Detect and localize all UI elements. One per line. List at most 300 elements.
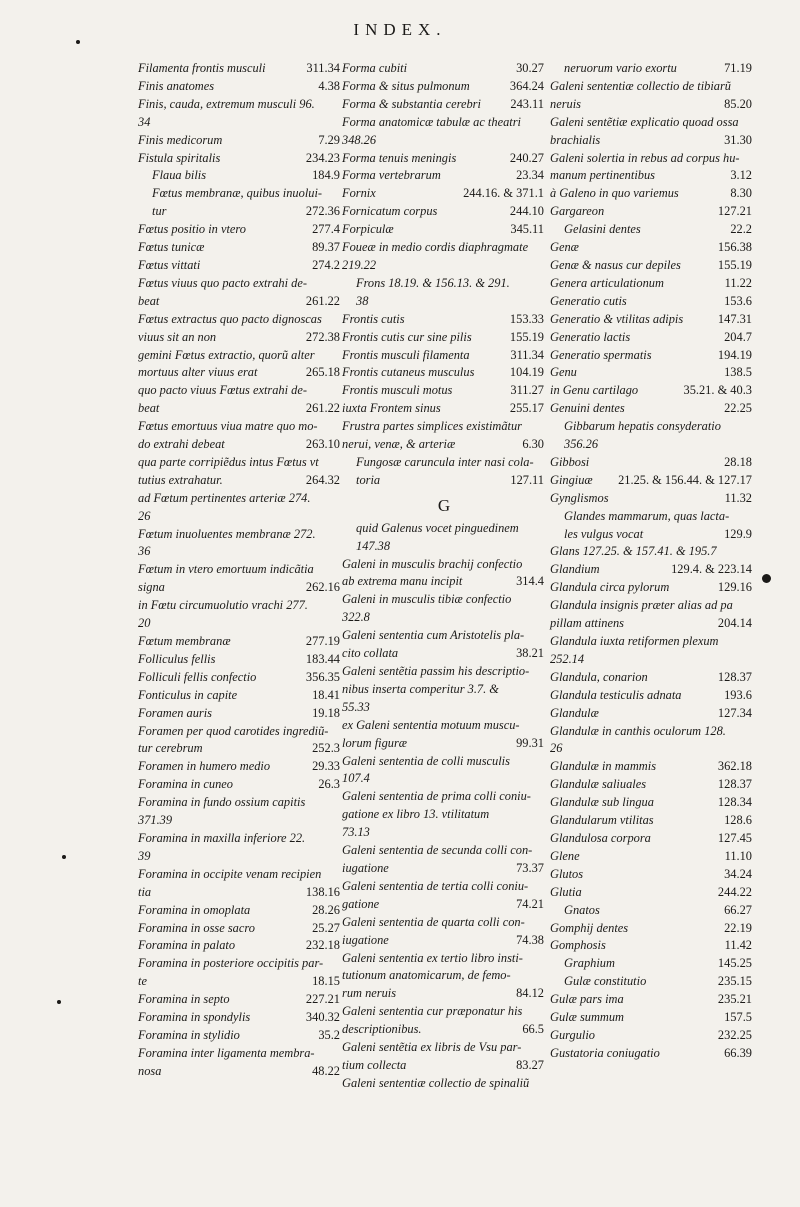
entry-term: Galeni sentẽtiæ explicatio quoad ossa brachialis (550, 114, 739, 147)
entry-page-ref: 129.16 (717, 580, 752, 595)
entry-term: Foramina in spondylis (138, 1010, 251, 1025)
index-entry (138, 150, 342, 168)
entry-page-ref: 34.24 (724, 866, 752, 881)
entry-page-ref: 138.5 (724, 365, 752, 380)
entry-page-ref: 104.19 (509, 365, 544, 380)
entry-term: Generatio cutis (550, 293, 627, 308)
index-entry (138, 758, 342, 776)
entry-term: quo pacto viuus Fœtus extrahi de- beat (138, 383, 307, 416)
entry-term: Graphium (564, 956, 615, 971)
entry-term: Gulæ constitutio (564, 974, 647, 989)
index-entry (342, 185, 546, 203)
entry-page-ref: 265.18 (305, 365, 340, 380)
entry-page-ref: 28.26 (312, 902, 340, 917)
entry-term: Galeni sententia de quarta colli con- iugatione (342, 914, 525, 947)
index-entry (342, 454, 546, 490)
entry-term: Gibbarum hepatis consyderatio 356.26 (564, 419, 721, 452)
index-entry (138, 382, 342, 418)
index-entry (550, 669, 754, 687)
entry-term: Gynglismos (550, 490, 609, 505)
entry-term: Fœtus viuus quo pacto extrahi de- beat (138, 275, 307, 308)
entry-term: Fornicatum corpus (342, 204, 438, 219)
entry-term: Glandula iuxta retiformen plexum 252.14 (550, 634, 719, 666)
index-entry (138, 687, 342, 705)
entry-page-ref: 4.38 (318, 78, 340, 93)
index-entry (550, 776, 754, 794)
index-entry (138, 597, 342, 633)
entry-page-ref: 19.18 (312, 705, 340, 720)
index-entry (550, 1027, 754, 1045)
index-entry (550, 902, 754, 920)
entry-page-ref: 311.34 (510, 347, 544, 362)
ink-spot (57, 1000, 61, 1004)
entry-page-ref: 84.12 (516, 986, 544, 1001)
entry-term: Genu (550, 365, 577, 380)
entry-term: Glandulæ in canthis oculorum 128. 26 (550, 723, 726, 756)
entry-term: ex Galeni sententia motuum muscu- lorum figuræ (342, 717, 520, 750)
entry-page-ref: 193.6 (724, 687, 752, 702)
index-entry (550, 454, 754, 472)
entry-page-ref: 262.16 (305, 580, 340, 595)
entry-term: Fœtus emortuus viua matre quo mo- do extrahi debeat (138, 419, 318, 452)
entry-term: Glans 127.25. & 157.41. & 195.7 (550, 544, 717, 559)
index-entry (138, 311, 342, 347)
entry-term: quid Galenus vocet pinguedinem 147.38 (356, 520, 519, 553)
entry-page-ref: 127.11 (510, 472, 544, 487)
index-entry (550, 955, 754, 973)
entry-page-ref: 129.4. & 223.14 (671, 562, 752, 577)
entry-term: Forma & substantia cerebri (342, 96, 481, 111)
entry-page-ref: 66.39 (724, 1045, 752, 1060)
entry-term: Glandulæ sub lingua (550, 795, 654, 810)
entry-term: Genæ (550, 240, 579, 255)
entry-page-ref: 35.2 (318, 1027, 340, 1042)
index-entry (138, 991, 342, 1009)
entry-page-ref: 153.6 (724, 293, 752, 308)
entry-term: Foramina in septo (138, 992, 230, 1007)
entry-page-ref: 204.7 (724, 329, 752, 344)
entry-page-ref: 240.27 (509, 150, 544, 165)
index-entry (550, 794, 754, 812)
index-entry (342, 221, 546, 239)
index-entry (550, 812, 754, 830)
entry-term: Gulæ summum (550, 1010, 625, 1025)
entry-page-ref: 8.30 (730, 186, 752, 201)
entry-page-ref: 128.37 (717, 669, 752, 684)
entry-term: Gelasini dentes (564, 222, 641, 237)
index-entry (550, 830, 754, 848)
entry-term: Foramen auris (138, 705, 212, 720)
entry-page-ref: 74.21 (516, 896, 544, 911)
entry-page-ref: 66.5 (522, 1022, 544, 1037)
entry-page-ref: 127.21 (717, 204, 752, 219)
index-entry (342, 364, 546, 382)
entry-term: neruorum vario exortu (564, 61, 677, 75)
entry-page-ref: 261.22 (305, 401, 340, 416)
entry-term: Glene (550, 848, 580, 863)
entry-term: Forma vertebrarum (342, 168, 441, 183)
entry-term: Generatio lactis (550, 329, 631, 344)
entry-term: Galeni sententiæ collectio de spinaliũ (342, 1075, 530, 1090)
entry-term: Foramina in posteriore occipitis par- te (138, 956, 324, 989)
entry-page-ref: 345.11 (510, 222, 544, 237)
entry-term: Glandes mammarum, quas lacta- les vulgus vocat (564, 508, 730, 541)
entry-term: Fœtus membranæ, quibus inuolui- tur (152, 186, 323, 219)
entry-page-ref: 73.37 (516, 860, 544, 875)
index-entry (550, 633, 754, 669)
entry-term: Forma & situs pulmonum (342, 78, 470, 93)
entry-term: Finis, cauda, extremum musculi 96. 34 (138, 96, 315, 129)
index-entry (550, 579, 754, 597)
entry-page-ref: 235.15 (717, 974, 752, 989)
index-entry (342, 167, 546, 185)
index-entry (138, 221, 342, 239)
entry-term: Fœtus positio in vtero (138, 222, 246, 237)
entry-term: Fœtus vittati (138, 257, 201, 272)
entry-term: Folliculus fellis (138, 651, 216, 666)
ink-spot (762, 574, 771, 583)
entry-page-ref: 71.19 (724, 61, 752, 75)
entry-page-ref: 138.16 (305, 884, 340, 899)
entry-term: Galeni sententia cur præponatur his descriptionibus. (342, 1004, 523, 1037)
entry-term: Gustatoria coniugatio (550, 1045, 660, 1060)
entry-page-ref: 28.18 (724, 454, 752, 469)
entry-term: Frontis cutaneus musculus (342, 365, 475, 380)
entry-term: Galeni sententia de colli musculis 107.4 (342, 753, 510, 786)
index-entry (342, 1003, 546, 1039)
entry-term: Galeni in musculis brachij confectio ab extrema manu incipit (342, 556, 523, 589)
index-entry (138, 490, 342, 526)
index-column-2 (342, 60, 546, 1093)
entry-page-ref: 30.27 (516, 61, 544, 75)
entry-page-ref: 128.6 (724, 813, 752, 828)
index-entry (550, 60, 754, 78)
entry-term: Fungosæ caruncula inter nasi cola- toria (356, 454, 534, 487)
index-entry (138, 723, 342, 759)
index-entry (550, 239, 754, 257)
entry-term: Fornix (342, 186, 376, 201)
entry-term: Genæ & nasus cur depiles (550, 257, 681, 272)
index-entry (342, 347, 546, 365)
entry-page-ref: 11.10 (724, 848, 752, 863)
index-entry (342, 96, 546, 114)
entry-page-ref: 244.22 (717, 884, 752, 899)
index-entry (342, 311, 546, 329)
entry-term: Foramina in palato (138, 938, 236, 953)
entry-term: Foramina in fundo ossium capitis 371.39 (138, 795, 306, 828)
entry-page-ref: 194.19 (717, 347, 752, 362)
entry-page-ref: 153.33 (509, 311, 544, 326)
index-entry (550, 203, 754, 221)
index-entry (138, 1045, 342, 1081)
entry-page-ref: 272.36 (305, 204, 340, 219)
entry-page-ref: 11.32 (724, 490, 752, 505)
entry-term: Glandula insignis præter alias ad pa pillam attinens (550, 598, 733, 631)
entry-term: Galeni in musculis tibiæ confectio 322.8 (342, 592, 512, 625)
entry-page-ref: 255.17 (509, 401, 544, 416)
index-entry (138, 902, 342, 920)
index-entry (550, 382, 754, 400)
entry-page-ref: 18.15 (312, 974, 340, 989)
index-entry (138, 561, 342, 597)
entry-page-ref: 183.44 (305, 651, 340, 666)
entry-term: Fœtus tunicæ (138, 240, 205, 255)
index-entry (342, 950, 546, 1004)
entry-page-ref: 272.38 (305, 329, 340, 344)
entry-term: Foramina in cuneo (138, 777, 233, 792)
index-entry (342, 591, 546, 627)
index-entry (550, 78, 754, 114)
entry-page-ref: 48.22 (312, 1063, 340, 1078)
index-entry (550, 687, 754, 705)
entry-term: Fonticulus in capite (138, 687, 238, 702)
entry-term: Gnatos (564, 902, 600, 917)
entry-term: Forpiculæ (342, 222, 394, 237)
entry-term: Galeni sententia de secunda colli con- iugatione (342, 843, 533, 875)
entry-page-ref: 22.2 (730, 222, 752, 237)
index-entry (138, 418, 342, 454)
index-entry (550, 490, 754, 508)
entry-page-ref: 244.10 (509, 204, 544, 219)
index-entry (138, 1027, 342, 1045)
entry-page-ref: 18.41 (312, 687, 340, 702)
entry-term: Flaua bilis (152, 168, 207, 183)
index-entry (550, 1009, 754, 1027)
entry-term: Gulæ pars ima (550, 992, 624, 1007)
entry-term: Galeni sententia ex tertio libro insti- tutionum anatomicarum, de femo- rum neruis (342, 950, 523, 1001)
entry-term: Gomphosis (550, 938, 606, 953)
index-entry (342, 382, 546, 400)
entry-term: in Fœtu circumuolutio vrachi 277. 20 (138, 598, 308, 631)
index-entry (550, 275, 754, 293)
index-column-1 (138, 60, 342, 1081)
index-entry (342, 1039, 546, 1075)
index-entry (138, 1009, 342, 1027)
index-entry (342, 275, 546, 311)
index-entry (342, 663, 546, 717)
entry-page-ref: 99.31 (516, 735, 544, 750)
entry-page-ref: 83.27 (516, 1057, 544, 1072)
index-entry (342, 520, 546, 556)
entry-page-ref: 66.27 (724, 902, 752, 917)
index-entry (342, 239, 546, 275)
entry-term: Galeni solertia in rebus ad corpus hu- manum pertinentibus (550, 150, 740, 183)
entry-term: à Galeno in quo variemus (550, 186, 679, 201)
entry-term: Glutia (550, 884, 582, 899)
index-entry (138, 651, 342, 669)
section-letter: G (437, 495, 451, 515)
entry-page-ref: 145.25 (717, 956, 752, 971)
index-entry (550, 723, 754, 759)
entry-page-ref: 7.29 (318, 132, 340, 147)
entry-term: Foramina in stylidio (138, 1027, 240, 1042)
index-entry (550, 937, 754, 955)
entry-term: Fœtum membranæ (138, 634, 231, 648)
index-entry (550, 884, 754, 902)
entry-page-ref: 25.27 (312, 920, 340, 935)
entry-page-ref: 3.12 (730, 168, 752, 183)
entry-term: iuxta Frontem sinus (342, 401, 441, 416)
entry-page-ref: 364.24 (509, 78, 544, 93)
entry-page-ref: 311.34 (306, 61, 340, 75)
entry-term: Foramen per quod carotides ingrediũ- tur cerebrum (138, 723, 329, 756)
entry-term: Frons 18.19. & 156.13. & 291. 38 (356, 275, 510, 308)
ink-spot (76, 40, 80, 44)
page-title: INDEX. (353, 20, 447, 39)
index-entry (550, 920, 754, 938)
entry-page-ref: 155.19 (717, 257, 752, 272)
index-entry (138, 955, 342, 991)
entry-term: Fœtum in vtero emortuum indicãtia signa (138, 562, 314, 595)
entry-term: Galeni sentẽtia ex libris de Vsu par- tium collecta (342, 1040, 522, 1072)
entry-term: Gomphij dentes (550, 920, 629, 935)
entry-page-ref: 235.21 (717, 992, 752, 1007)
index-entry (138, 794, 342, 830)
entry-term: Gibbosi (550, 454, 590, 469)
index-entry (138, 185, 342, 221)
entry-term: Galeni sententia de tertia colli coniu- gatione (342, 878, 529, 911)
entry-term: Frontis cutis cur sine pilis (342, 329, 472, 344)
entry-term: Frustra partes simplices existimãtur nerui, venæ, & arteriæ (342, 419, 523, 452)
entry-term: Foramina in occipite venam recipien tia (138, 866, 322, 899)
index-entry (138, 132, 342, 150)
entry-term: Foramen in humero medio (138, 759, 271, 774)
entry-page-ref: 277.4 (312, 222, 340, 237)
entry-term: Frontis cutis (342, 311, 405, 326)
entry-page-ref: 274.2 (312, 257, 340, 272)
entry-term: Galeni sententia cum Aristotelis pla- cito collata (342, 628, 525, 661)
index-entry (342, 78, 546, 96)
entry-term: Galeni sententia de prima colli coniu- gatione ex libro 13. vtilitatum 73.13 (342, 789, 531, 840)
entry-term: Foramina in maxilla inferiore 22. 39 (138, 830, 306, 863)
index-entry (138, 776, 342, 794)
index-entry (342, 60, 546, 78)
index-entry (342, 150, 546, 168)
index-entry (342, 878, 546, 914)
entry-term: Glandula, conarion (550, 669, 648, 684)
entry-page-ref: 155.19 (509, 329, 544, 344)
entry-page-ref: 89.37 (312, 240, 340, 255)
index-entry (550, 311, 754, 329)
index-entry (342, 329, 546, 347)
entry-page-ref: 204.14 (717, 616, 752, 631)
index-entry (550, 150, 754, 186)
index-entry (550, 347, 754, 365)
entry-term: Glandium (550, 562, 600, 577)
entry-page-ref: 232.18 (305, 938, 340, 953)
entry-term: Finis medicorum (138, 132, 223, 147)
index-entry (550, 561, 754, 579)
index-entry (342, 114, 546, 150)
index-entry (550, 472, 754, 490)
index-column-3 (550, 60, 754, 1063)
entry-term: Galeni sentẽtia passim his descriptio- nibus inserta comperitur 3.7. & 55.33 (342, 664, 530, 714)
entry-term: Forma tenuis meningis (342, 150, 457, 165)
entry-page-ref: 6.30 (522, 437, 544, 452)
entry-page-ref: 21.25. & 156.44. & 127.17 (618, 472, 752, 487)
entry-page-ref: 23.34 (516, 168, 544, 183)
entry-page-ref: 234.23 (305, 150, 340, 165)
entry-page-ref: 128.34 (717, 795, 752, 810)
index-entry (550, 185, 754, 203)
entry-term: Glandula testiculis adnata (550, 687, 682, 702)
index-entry (342, 1075, 546, 1093)
index-entry (138, 454, 342, 490)
entry-page-ref: 35.21. & 40.3 (683, 383, 752, 398)
entry-term: Gingiuæ (550, 472, 593, 487)
entry-page-ref: 22.25 (724, 401, 752, 416)
entry-term: Fœtum inuoluentes membranæ 272. 36 (138, 526, 316, 559)
index-entry (138, 830, 342, 866)
index-entry (550, 758, 754, 776)
entry-page-ref: 11.42 (724, 938, 752, 953)
entry-term: Glandulosa corpora (550, 830, 651, 845)
entry-term: Frontis musculi motus (342, 383, 453, 398)
index-entry (550, 114, 754, 150)
entry-term: gemini Fœtus extractio, quorũ alter mortuus alter viuus erat (138, 347, 315, 380)
entry-page-ref: 232.25 (717, 1027, 752, 1042)
index-entry (138, 275, 342, 311)
entry-term: Glandula circa pylorum (550, 580, 670, 595)
entry-page-ref: 264.32 (305, 472, 340, 487)
entry-page-ref: 11.22 (724, 275, 752, 290)
entry-page-ref: 129.9 (724, 526, 752, 541)
entry-term: Glandularum vtilitas (550, 813, 654, 828)
index-entry (138, 96, 342, 132)
entry-term: Folliculi fellis confectio (138, 669, 257, 684)
index-entry (342, 788, 546, 842)
entry-page-ref: 184.9 (312, 168, 340, 183)
entry-page-ref: 156.38 (717, 240, 752, 255)
entry-page-ref: 227.21 (305, 992, 340, 1007)
entry-page-ref: 147.31 (717, 311, 752, 326)
entry-page-ref: 22.19 (724, 920, 752, 935)
entry-page-ref: 243.11 (510, 96, 544, 111)
entry-term: Forma anatomicæ tabulæ ac theatri 348.26 (342, 114, 521, 147)
entry-term: Gurgulio (550, 1027, 595, 1042)
entry-term: Foramina inter ligamenta membra- nosa (138, 1045, 315, 1078)
entry-term: Fœtus extractus quo pacto dignoscas viuus sit an non (138, 311, 322, 344)
entry-page-ref: 244.16. & 371.1 (463, 186, 544, 201)
index-entry (550, 293, 754, 311)
entry-page-ref: 362.18 (717, 759, 752, 774)
entry-term: Genuini dentes (550, 401, 625, 416)
entry-page-ref: 314.4 (516, 574, 544, 589)
entry-page-ref: 26.3 (318, 777, 340, 792)
index-entry (138, 633, 342, 651)
entry-page-ref: 128.37 (717, 777, 752, 792)
index-entry (550, 848, 754, 866)
index-entry (138, 257, 342, 275)
entry-term: Foramina in omoplata (138, 902, 251, 917)
index-entry (550, 973, 754, 991)
entry-term: Generatio & vtilitas adipis (550, 311, 684, 326)
index-entry (138, 60, 342, 78)
index-entry (550, 866, 754, 884)
entry-term: Gargareon (550, 204, 605, 219)
index-entry (138, 937, 342, 955)
entry-term: Foramina in osse sacro (138, 920, 255, 935)
index-entry (550, 364, 754, 382)
index-entry (138, 526, 342, 562)
index-entry (138, 705, 342, 723)
entry-page-ref: 263.10 (305, 437, 340, 452)
entry-term: Glandulæ in mammis (550, 759, 657, 774)
index-entry (138, 239, 342, 257)
entry-term: Galeni sententiæ collectio de tibiarũ neruis (550, 78, 732, 111)
index-entry (342, 627, 546, 663)
entry-term: Finis anatomes (138, 78, 215, 93)
